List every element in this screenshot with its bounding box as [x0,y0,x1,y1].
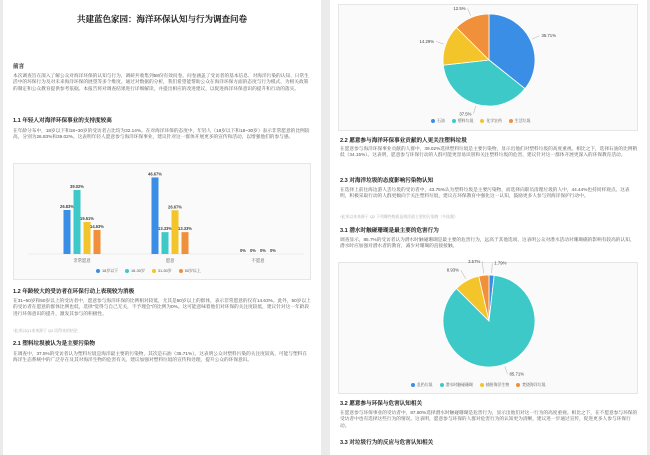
pollutant-pie-legend [431,118,530,124]
pie-leader-line [468,8,471,15]
legend-swatch [431,119,435,123]
legend-label: 塑料垃圾 [457,118,474,123]
bar-value-label: 0% [260,248,266,253]
pie-chart-1-frame [338,4,638,131]
legend-label: 31-50岁 [157,268,172,273]
bar-legend-item [125,268,145,274]
bar-value-label: 14.63% [90,224,104,230]
legend-label: 潜水时触碰珊瑚 [445,382,473,387]
x-tick-label: 愿意 [165,258,175,263]
bar-value-label: 26.83% [60,203,74,209]
bar-value-label: 39.02% [70,184,84,190]
legend-label: 捕捞海洋生物 [485,382,510,387]
harmful-legend-item [411,382,433,388]
harmful-legend-item [480,382,509,388]
section-3-1-heading: 3.1 潜水时触碰珊瑚是最主要的危害行为 [340,228,439,234]
bar-chart-legend [96,268,201,274]
section-1-2-heading: 1.2 年龄较大的受访者在环保行动上表现较为消极 [13,289,135,295]
section-2-1-paragraph: 在调查中，37.5%的受访者认为塑料垃圾是海洋最主要的污染物，其次是石油（35.71%）。这表明公众对塑料污染的关注度较高，可能与塑料在海洋生态系统中的广泛存在及其对海洋生物的危害有关。建议加强对塑料垃圾的宣传和处理，提升公众的环保意识。 [13,351,308,363]
pollutant-legend-item [431,118,445,124]
harmful-behavior-pie-chart [339,258,639,395]
legend-swatch [509,119,513,123]
legend-swatch [152,269,156,273]
pie-value-label: 12.5% [453,5,466,11]
legend-swatch [440,383,444,387]
legend-swatch [125,269,129,273]
bar-value-label: 0% [250,248,256,253]
legend-label: 18岁以下 [102,268,118,273]
legend-label: 生活垃圾 [514,118,531,123]
section-2-1-heading: 2.1 塑料垃圾被认为是主要污染物 [13,341,96,347]
legend-label: 化学农药 [486,118,502,123]
pie-leader-line [461,270,466,279]
pollutant-legend-item [452,118,474,124]
bar-value-label: 0% [240,248,246,253]
legend-swatch [411,383,415,387]
left-page [3,0,321,455]
bar-legend-item [96,268,118,274]
pie-leader-line [532,36,539,39]
legend-label: 石油 [437,118,445,123]
section-3-1-paragraph: 调查显示，85.7%的受访者认为潜水时触碰珊瑚是最主要的危害行为，远高于其他选项，这表明公众对潜水活动对珊瑚礁的影响有较高的认知，潜水时应加强对潜水者的教育，减少对珊瑚的直接接触。 [340,237,635,249]
bar [152,177,159,254]
section-2-2-paragraph: 在愿意参与海洋环保事业贡献的人群中，39.02%选择塑料垃圾是主要污染物，显示出他们对塑料垃圾的高度重视。相比之下，选择石油的比例稍低（34.15%）。这表明，愿意参与环保行动的人群可能更容易识别和关注塑料垃圾的危害，建议针对这一群体开展更深入的环保教育活动。 [340,146,638,158]
legend-label: 焚烧海洋垃圾 [522,382,546,387]
section-2-3-heading: 2.3 对海洋垃圾的态度影响污染物认知 [340,178,434,184]
section-1-1-heading: 1.1 年轻人对海洋环保事业的支持度较高 [13,118,112,124]
bar [64,210,71,254]
legend-swatch [179,269,183,273]
legend-label: 50岁以上 [184,268,201,273]
pie-value-label: 35.71% [541,33,557,39]
harmful-legend-item [516,382,545,388]
pie-value-label: 37.5% [459,111,472,117]
bar [172,210,179,254]
harmful-behavior-pie-legend [411,382,545,388]
pie-chart-2-frame [338,258,638,394]
document-title: 共建蓝色家园：海洋环保认知与行为调查问卷 [76,14,247,24]
preface-paragraph: 本次调查旨在深入了解公众对海洋环保的认知与行为，调研共收集到58份有效问卷。问卷涵盖了受访者的基本信息、对海洋污染的认知、日常生活中的环保行为及对未来海洋环保的展望等多个维度。通过对数据的分析，我们希望能帮助公众在海洋环保方面的态度与行为模式，为相关政策的制定和公众教育提供参考依据。本报告将对调查结果进行详细解读，并提出相应的改进建议，以促进海洋环保意识的提升和行动的落实。 [13,73,309,91]
pie-leader-line [474,106,476,114]
bar-value-label: 46.67% [148,171,162,177]
bar-value-label: 13.33% [178,226,192,232]
pie-value-label: 8.93% [446,267,459,273]
section-1-1-paragraph: 在年龄分布中，18岁以下和18~30岁的受访者占比均为32.14%。在对海洋环保的态度中，年轻人（18岁以下和18~30岁）表示非常愿意的比例较高，分别为26.83%和39.02%。这表明年轻人愿意参与海洋环保事业，建议针对这一群体开展更多的宣传和活动，以增强他们的参与感。 [13,128,310,140]
right-page [330,0,647,455]
pollutant-legend-item [480,118,502,124]
pie-value-label: 85.71% [509,371,525,377]
pie-value-label: 3.57% [468,258,481,264]
section-2-3-note: *此项以来来源于 Q2 下列哪些物质是海洋最主要的污染物（多选题） [340,214,458,219]
bar-legend-item [179,268,201,274]
legend-swatch [480,383,484,387]
section-3-3-heading: 3.3 对垃圾行为的反应与危害认知相关 [340,440,434,446]
bar [74,190,81,254]
legend-swatch [480,119,484,123]
pollutant-legend-item [509,118,531,124]
section-1-2-paragraph: 在31~50岁和50岁以上的受访者中，愿意参与海洋环保的比例相对较低，尤其是50岁以上的群体，表示非常愿意的仅有14.63%。此外，50岁以上的受访者在愿意的群体比例也低，选择"觉得与自己无关，不予理会"的比例为0%。这可能意味着他们对环保的关注度较低，建议针对这一年龄段进行环保意识的提升，激发其参与的积极性。 [13,298,311,316]
section-2-3-paragraph: 在选择上前往海边游人丢垃圾的受访者中，43.75%认为塑料垃圾是主要污染物，而选择向职员清理垃圾的人中，44.44%也持同样观点。这表明，积极采取行动的人群更倾向于关注塑料垃圾，建议在环保教育中强化这一认知，鼓励更多人参与到海洋保护行动中。 [340,187,630,199]
section-3-2-heading: 3.2 愿意参与环保与危害认知相关 [340,401,423,407]
bar-value-label: 13.33% [158,226,172,232]
pollutant-pie-chart [339,5,639,132]
legend-label: 乱扔垃圾 [417,382,433,387]
x-tick-label: 不愿意 [251,258,265,263]
section-2-2-heading: 2.2 愿意参与海洋环保事业贡献的人更关注塑料垃圾 [340,138,467,144]
bar-legend-item [152,268,172,274]
section-3-2-paragraph: 在愿意参与环保事业的受访者中，87.80%选择潜水时触碰珊瑚是危害行为，显示出他们对这一行为的高度重视。相比之下，在不愿意参与环保的受访者中也有选择这些行为的情况。这表明，愿意参与环保的人群对危害行为的认知更为清晰，建议进一步通过宣传，促进更多人参与环保行动。 [340,410,638,428]
bar-value-label: 0% [270,248,276,253]
legend-swatch [96,269,100,273]
bar [162,232,169,254]
x-tick-label: 非常愿意 [73,258,91,263]
harmful-legend-item [440,382,473,388]
bar-value-label: 26.67% [168,204,182,210]
pie-leader-line [505,366,508,374]
bar-chart [14,164,312,281]
pie-leader-line [492,263,493,273]
bar-value-label: 19.51% [80,216,94,222]
bar [94,230,101,254]
legend-label: 18-30岁 [131,268,145,273]
legend-swatch [452,119,456,123]
bar-chart-frame [13,163,311,280]
pie-value-label: 14.29% [419,39,435,45]
pie-value-label: 1.79% [494,260,507,266]
section-1-2-note: *此项以Q1来来源于 Q2 而得来的结论 [13,328,78,333]
pie-leader-line [482,261,483,273]
pie-leader-line [436,42,444,45]
bar [182,232,189,254]
preface-heading: 前言 [13,64,25,70]
legend-swatch [516,383,520,387]
